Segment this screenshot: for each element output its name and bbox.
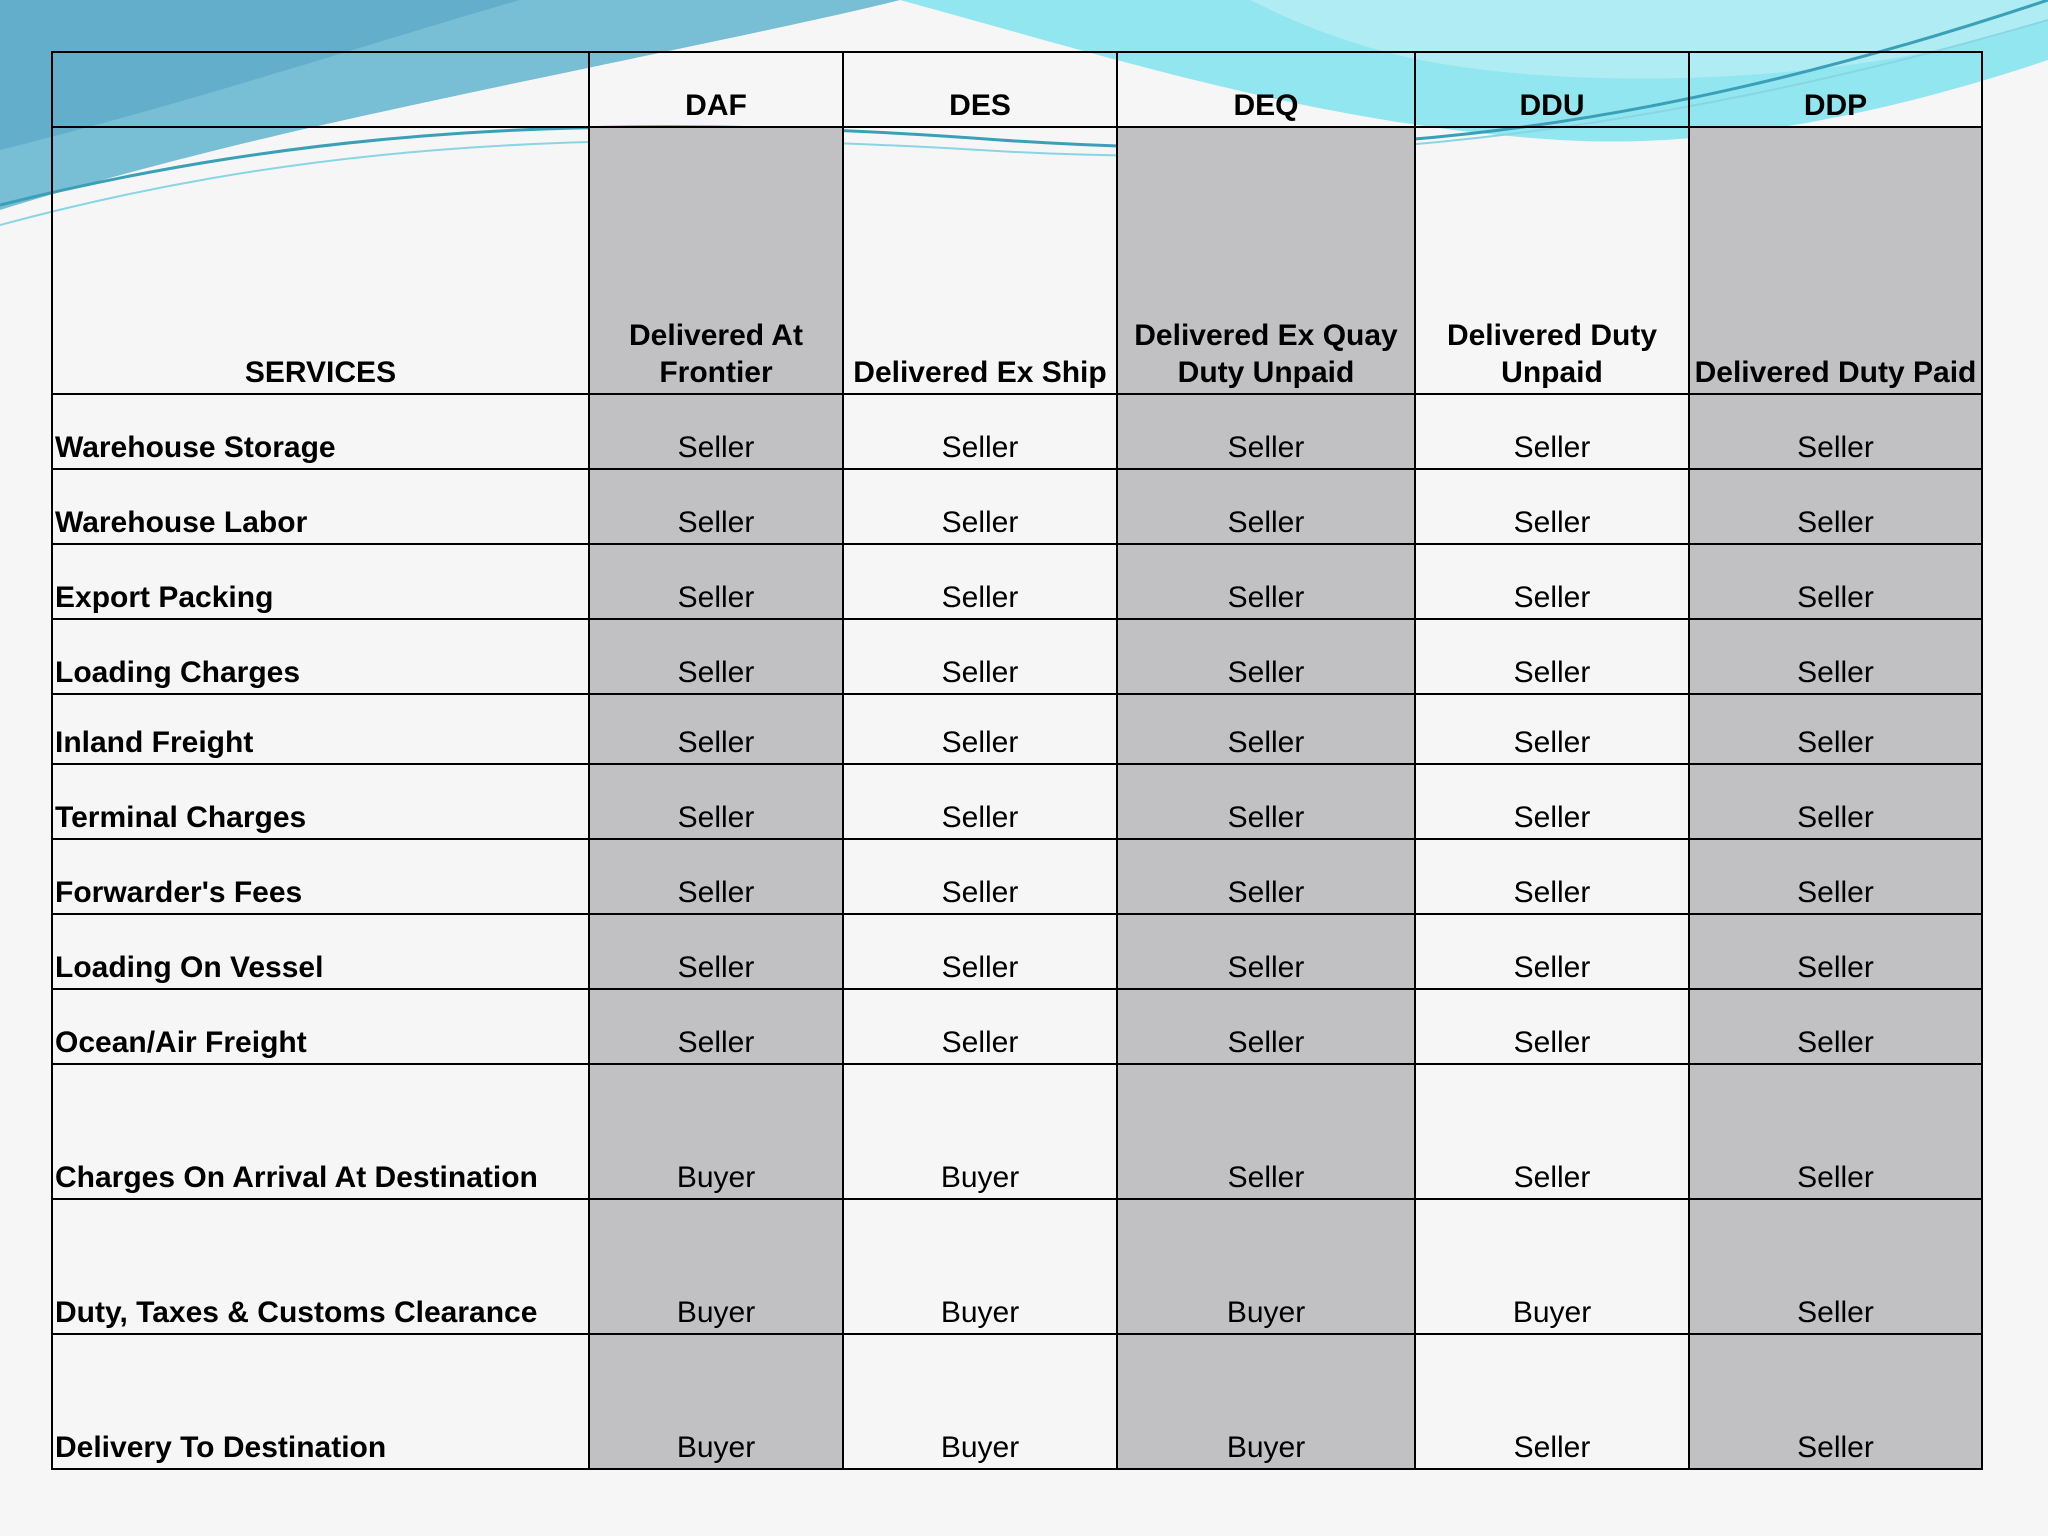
table-row — [52, 469, 1982, 544]
responsibility-cell-ddu: Seller — [1415, 914, 1689, 989]
service-label: Inland Freight — [52, 694, 589, 764]
column-code-ddu: DDU — [1415, 52, 1689, 127]
responsibility-cell-deq: Buyer — [1117, 1199, 1415, 1334]
service-label: Warehouse Labor — [52, 469, 589, 544]
responsibility-cell-deq: Seller — [1117, 394, 1415, 469]
responsibility-cell-deq: Seller — [1117, 989, 1415, 1064]
responsibility-cell-daf: Buyer — [589, 1334, 843, 1469]
column-code-row — [52, 52, 1982, 127]
responsibility-cell-des: Seller — [843, 544, 1117, 619]
table-body — [52, 52, 1982, 1469]
responsibility-cell-daf: Seller — [589, 619, 843, 694]
responsibility-cell-des: Seller — [843, 469, 1117, 544]
responsibility-cell-ddp: Seller — [1689, 1199, 1982, 1334]
responsibility-cell-deq: Seller — [1117, 839, 1415, 914]
responsibility-cell-ddp: Seller — [1689, 544, 1982, 619]
service-label: Loading Charges — [52, 619, 589, 694]
responsibility-cell-ddu: Seller — [1415, 989, 1689, 1064]
responsibility-cell-ddu: Seller — [1415, 694, 1689, 764]
responsibility-cell-des: Seller — [843, 914, 1117, 989]
table-row — [52, 764, 1982, 839]
responsibility-cell-deq: Seller — [1117, 914, 1415, 989]
service-label: Forwarder's Fees — [52, 839, 589, 914]
responsibility-cell-daf: Seller — [589, 394, 843, 469]
column-name-daf: Delivered At Frontier — [589, 127, 843, 394]
responsibility-cell-daf: Seller — [589, 989, 843, 1064]
responsibility-cell-ddp: Seller — [1689, 469, 1982, 544]
responsibility-cell-ddu: Seller — [1415, 619, 1689, 694]
service-label: Export Packing — [52, 544, 589, 619]
responsibility-cell-ddp: Seller — [1689, 694, 1982, 764]
responsibility-cell-ddp: Seller — [1689, 839, 1982, 914]
responsibility-cell-des: Seller — [843, 764, 1117, 839]
table-row — [52, 544, 1982, 619]
responsibility-cell-ddu: Seller — [1415, 1334, 1689, 1469]
service-label: Duty, Taxes & Customs Clearance — [52, 1199, 589, 1334]
incoterms-table — [51, 51, 1983, 1470]
service-label: Delivery To Destination — [52, 1334, 589, 1469]
column-name-ddp: Delivered Duty Paid — [1689, 127, 1982, 394]
responsibility-cell-ddu: Seller — [1415, 764, 1689, 839]
table-row — [52, 1334, 1982, 1469]
column-code-deq: DEQ — [1117, 52, 1415, 127]
service-label: Warehouse Storage — [52, 394, 589, 469]
corner-cell — [52, 52, 589, 127]
responsibility-cell-daf: Seller — [589, 544, 843, 619]
responsibility-cell-ddu: Seller — [1415, 544, 1689, 619]
responsibility-cell-deq: Seller — [1117, 619, 1415, 694]
table-row — [52, 694, 1982, 764]
service-label: Ocean/Air Freight — [52, 989, 589, 1064]
responsibility-cell-des: Buyer — [843, 1064, 1117, 1199]
column-name-des: Delivered Ex Ship — [843, 127, 1117, 394]
table-row — [52, 1064, 1982, 1199]
service-label: Charges On Arrival At Destination — [52, 1064, 589, 1199]
responsibility-cell-des: Buyer — [843, 1334, 1117, 1469]
responsibility-cell-deq: Seller — [1117, 544, 1415, 619]
responsibility-cell-daf: Buyer — [589, 1064, 843, 1199]
column-name-row — [52, 127, 1982, 394]
column-code-ddp: DDP — [1689, 52, 1982, 127]
column-name-ddu: Delivered Duty Unpaid — [1415, 127, 1689, 394]
responsibility-cell-deq: Buyer — [1117, 1334, 1415, 1469]
responsibility-cell-ddp: Seller — [1689, 394, 1982, 469]
table-row — [52, 619, 1982, 694]
responsibility-cell-deq: Seller — [1117, 469, 1415, 544]
responsibility-cell-des: Seller — [843, 694, 1117, 764]
responsibility-cell-ddu: Seller — [1415, 394, 1689, 469]
responsibility-cell-ddp: Seller — [1689, 764, 1982, 839]
responsibility-cell-ddp: Seller — [1689, 914, 1982, 989]
responsibility-cell-des: Seller — [843, 839, 1117, 914]
responsibility-cell-ddu: Seller — [1415, 839, 1689, 914]
responsibility-cell-deq: Seller — [1117, 694, 1415, 764]
responsibility-cell-ddp: Seller — [1689, 619, 1982, 694]
responsibility-cell-ddp: Seller — [1689, 1334, 1982, 1469]
column-name-deq: Delivered Ex Quay Duty Unpaid — [1117, 127, 1415, 394]
responsibility-cell-deq: Seller — [1117, 1064, 1415, 1199]
responsibility-cell-ddu: Buyer — [1415, 1199, 1689, 1334]
table-row — [52, 1199, 1982, 1334]
column-code-daf: DAF — [589, 52, 843, 127]
responsibility-cell-daf: Seller — [589, 469, 843, 544]
responsibility-cell-ddp: Seller — [1689, 1064, 1982, 1199]
service-label: Loading On Vessel — [52, 914, 589, 989]
services-header: SERVICES — [52, 127, 589, 394]
responsibility-cell-daf: Buyer — [589, 1199, 843, 1334]
table-row — [52, 394, 1982, 469]
table-row — [52, 839, 1982, 914]
responsibility-cell-daf: Seller — [589, 839, 843, 914]
responsibility-cell-des: Seller — [843, 619, 1117, 694]
table-row — [52, 989, 1982, 1064]
responsibility-cell-ddu: Seller — [1415, 1064, 1689, 1199]
responsibility-cell-des: Seller — [843, 394, 1117, 469]
table-row — [52, 914, 1982, 989]
responsibility-cell-des: Buyer — [843, 1199, 1117, 1334]
responsibility-cell-daf: Seller — [589, 694, 843, 764]
service-label: Terminal Charges — [52, 764, 589, 839]
responsibility-cell-des: Seller — [843, 989, 1117, 1064]
responsibility-cell-ddp: Seller — [1689, 989, 1982, 1064]
responsibility-cell-daf: Seller — [589, 764, 843, 839]
responsibility-cell-daf: Seller — [589, 914, 843, 989]
responsibility-cell-ddu: Seller — [1415, 469, 1689, 544]
column-code-des: DES — [843, 52, 1117, 127]
responsibility-cell-deq: Seller — [1117, 764, 1415, 839]
